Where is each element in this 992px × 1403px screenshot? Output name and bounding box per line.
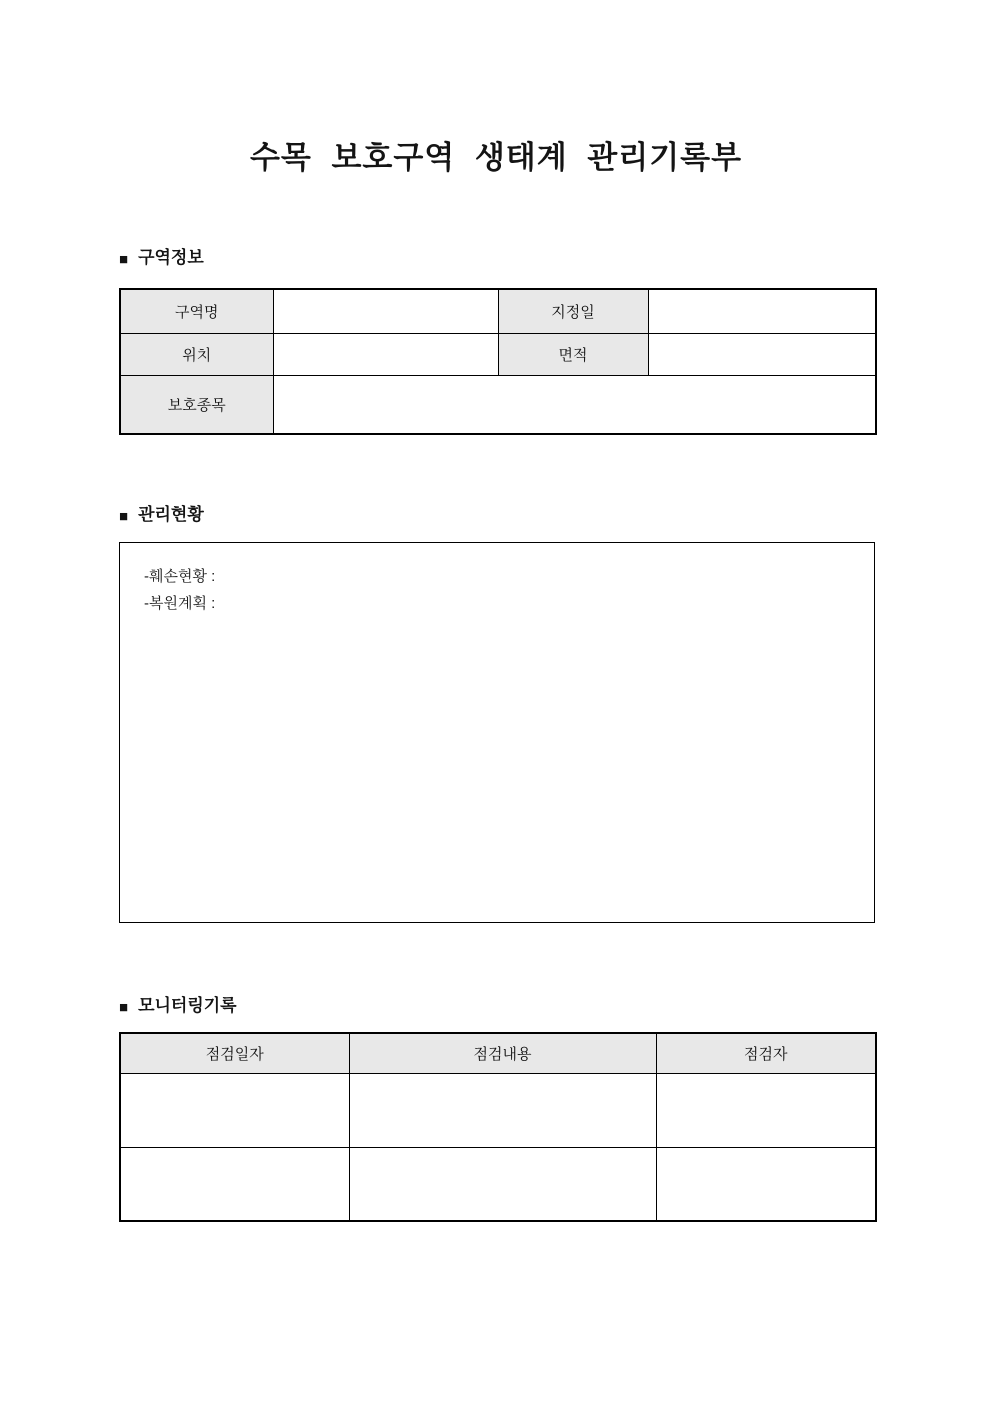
damage-status-line: -훼손현황 :: [144, 568, 220, 585]
column-header-inspection-date: 점검일자: [120, 1033, 349, 1073]
restoration-plan-line: -복원계획 :: [144, 595, 220, 612]
column-header-inspector: 점검자: [656, 1033, 876, 1073]
section-marker-icon: ■: [119, 250, 129, 268]
monitoring-row-1: [120, 1073, 876, 1147]
field-value-designation-date: [648, 289, 876, 333]
zone-info-row-2: [120, 333, 876, 375]
monitoring-row-2: [120, 1147, 876, 1221]
field-label-zone-name: 구역명: [120, 289, 273, 333]
field-label-location: 위치: [120, 333, 273, 375]
field-value-area: [648, 333, 876, 375]
section-heading-management: [119, 503, 204, 527]
monitoring-header-row: [120, 1033, 876, 1073]
zone-info-table: [119, 288, 877, 435]
cell-inspector: [656, 1147, 876, 1221]
section-marker-icon: ■: [119, 507, 129, 525]
field-label-designation-date: 지정일: [498, 289, 648, 333]
field-value-protected-species: [273, 375, 876, 434]
cell-inspection-date: [120, 1147, 349, 1221]
section-heading-zone-info-text: 구역정보: [138, 248, 204, 267]
field-label-protected-species: 보호종목: [120, 375, 273, 434]
document-title: 수목 보호구역 생태계 관리기록부: [249, 140, 743, 175]
monitoring-table: [119, 1032, 877, 1222]
section-marker-icon: ■: [119, 998, 129, 1016]
field-value-location: [273, 333, 498, 375]
cell-inspection-content: [349, 1073, 656, 1147]
zone-info-row-3: [120, 375, 876, 434]
management-status-box: [119, 542, 875, 923]
section-heading-zone-info: [119, 246, 204, 270]
cell-inspection-date: [120, 1073, 349, 1147]
section-heading-management-text: 관리현황: [138, 505, 204, 524]
section-heading-monitoring-text: 모니터링기록: [138, 996, 237, 1015]
column-header-inspection-content: 점검내용: [349, 1033, 656, 1073]
cell-inspector: [656, 1073, 876, 1147]
field-value-zone-name: [273, 289, 498, 333]
section-heading-monitoring: [119, 994, 237, 1018]
cell-inspection-content: [349, 1147, 656, 1221]
zone-info-row-1: [120, 289, 876, 333]
field-label-area: 면적: [498, 333, 648, 375]
